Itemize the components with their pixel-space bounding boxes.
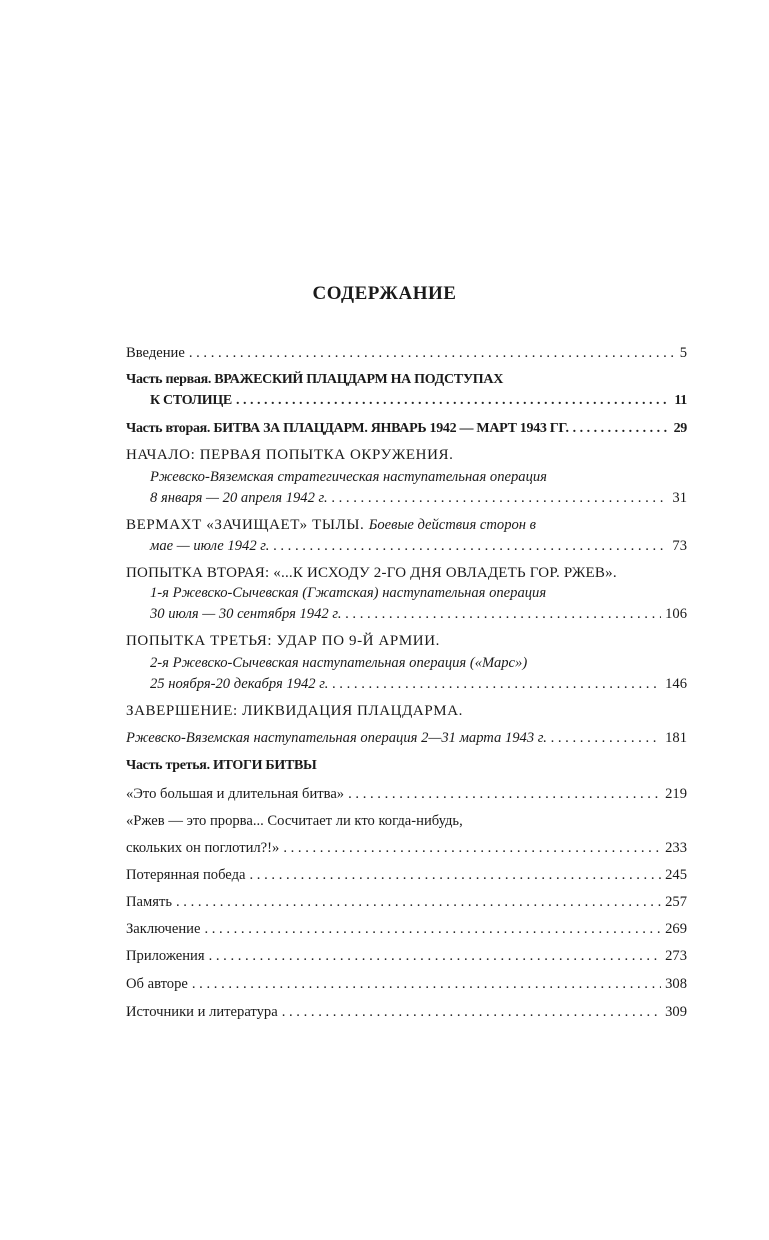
toc-entry-text: К СТОЛИЦЕ <box>150 393 232 408</box>
leader-dots <box>332 488 669 508</box>
toc-page-number: 219 <box>665 786 687 802</box>
toc-chapter-4-subtitle[interactable] <box>150 653 687 673</box>
toc-chapter-4-dates[interactable] <box>150 674 687 694</box>
toc-entry-text <box>126 515 536 535</box>
toc-entry-text: 8 января — 20 апреля 1942 г. <box>150 490 328 506</box>
toc-chapter-2-title[interactable] <box>126 515 687 535</box>
toc-chapter-5-title[interactable] <box>126 701 687 721</box>
toc-entry-about-author[interactable] <box>126 974 687 994</box>
leader-dots <box>332 674 661 694</box>
toc-chapter-1-title[interactable] <box>126 445 687 465</box>
toc-chapter-3-dates[interactable] <box>150 604 687 624</box>
toc-page-number: 181 <box>665 730 687 746</box>
toc-page-number: 233 <box>665 840 687 856</box>
toc-chapter-4-title[interactable] <box>126 631 687 651</box>
toc-entry-big-battle[interactable] <box>126 784 687 804</box>
leader-dots <box>346 604 662 624</box>
leader-dots <box>348 784 661 804</box>
toc-entry-text: Источники и литература <box>126 1004 278 1020</box>
toc-page-number: 273 <box>665 948 687 964</box>
toc-chapter-3-title[interactable] <box>126 563 687 583</box>
leader-dots <box>282 1002 661 1022</box>
toc-entry-text: 2-я Ржевско-Сычевская наступательная операция («Марс») <box>150 655 528 671</box>
toc-entry-text: Об авторе <box>126 976 188 992</box>
leader-dots <box>204 919 661 939</box>
toc-entry-text: 30 июля — 30 сентября 1942 г. <box>150 606 342 622</box>
toc-entry-text: 25 ноября-20 декабря 1942 г. <box>150 676 329 692</box>
toc-page-number: 11 <box>674 393 687 408</box>
toc-entry-text: Потерянная победа <box>126 867 246 883</box>
toc-entry-text: «Это большая и длительная битва» <box>126 786 345 802</box>
toc-entry-rzhev-abyss-line2[interactable] <box>126 838 687 858</box>
leader-dots <box>236 391 670 411</box>
toc-entry-text: мае — июле 1942 г. <box>150 538 270 554</box>
leader-dots <box>551 728 661 748</box>
toc-entry-appendix[interactable] <box>126 946 687 966</box>
leader-dots <box>189 343 676 363</box>
toc-chapter-5-subtitle[interactable] <box>126 728 687 748</box>
toc-entry-text: Часть первая. ВРАЖЕСКИЙ ПЛАЦДАРМ НА ПОДСТУПАХ <box>126 372 504 387</box>
toc-entry-conclusion[interactable] <box>126 919 687 939</box>
leader-dots <box>250 865 662 885</box>
leader-dots <box>573 419 670 439</box>
toc-entry-rzhev-abyss-line1[interactable] <box>126 811 687 831</box>
toc-chapter-3-subtitle[interactable] <box>150 583 687 603</box>
leader-dots <box>283 838 661 858</box>
toc-entry-lost-victory[interactable] <box>126 865 687 885</box>
toc-entry-text: Ржевско-Вяземская стратегическая наступательная операция <box>150 469 547 485</box>
toc-entry-part-one-line1[interactable] <box>126 370 687 390</box>
toc-page-number: 73 <box>672 538 687 554</box>
toc-entry-text: НАЧАЛО: ПЕРВАЯ ПОПЫТКА ОКРУЖЕНИЯ. <box>126 447 454 463</box>
toc-entry-text: Приложения <box>126 948 205 964</box>
toc-entry-text: Ржевско-Вяземская наступательная операция 2—31 марта 1943 г. <box>126 730 547 746</box>
toc-page-number: 31 <box>672 490 687 506</box>
toc-entry-text: Введение <box>126 345 185 361</box>
leader-dots <box>192 974 661 994</box>
toc-entry-text: Память <box>126 894 172 910</box>
toc-entry-text: скольких он поглотил?!» <box>126 840 280 856</box>
leader-dots <box>209 946 662 966</box>
page-title: СОДЕРЖАНИЕ <box>312 283 457 304</box>
toc-page-number: 308 <box>665 976 687 992</box>
toc-page-number: 146 <box>665 676 687 692</box>
toc-entry-part-three[interactable] <box>126 756 687 776</box>
toc-entry-caps: ВЕРМАХТ «ЗАЧИЩАЕТ» ТЫЛЫ. <box>126 517 365 533</box>
table-of-contents <box>126 0 687 1240</box>
toc-chapter-1-subtitle[interactable] <box>150 467 687 487</box>
toc-entry-text: «Ржев — это прорва... Сосчитает ли кто когда-нибудь, <box>126 813 463 829</box>
toc-entry-text: Заключение <box>126 921 201 937</box>
toc-entry-intro[interactable] <box>126 343 687 363</box>
toc-page-number: 257 <box>665 894 687 910</box>
toc-entry-text: 1-я Ржевско-Сычевская (Гжатская) наступательная операция <box>150 585 547 601</box>
toc-chapter-2-dates[interactable] <box>150 536 687 556</box>
leader-dots <box>176 892 661 912</box>
toc-entry-text: Часть третья. ИТОГИ БИТВЫ <box>126 758 317 773</box>
toc-page-number: 309 <box>665 1004 687 1020</box>
toc-entry-text: ЗАВЕРШЕНИЕ: ЛИКВИДАЦИЯ ПЛАЦДАРМА. <box>126 703 464 719</box>
toc-entry-memory[interactable] <box>126 892 687 912</box>
toc-page-number: 269 <box>665 921 687 937</box>
toc-entry-text: ПОПЫТКА ВТОРАЯ: «...К ИСХОДУ 2-ГО ДНЯ ОВЛАДЕТЬ ГОР. РЖЕВ». <box>126 565 617 581</box>
toc-entry-text: ПОПЫТКА ТРЕТЬЯ: УДАР ПО 9-Й АРМИИ. <box>126 633 440 649</box>
toc-entry-part-one-line2[interactable] <box>150 391 687 411</box>
toc-entry-part-two[interactable] <box>126 419 687 439</box>
toc-page-number: 106 <box>665 606 687 622</box>
toc-page-number: 29 <box>673 421 687 436</box>
toc-page-number: 5 <box>679 345 687 361</box>
leader-dots <box>273 536 668 556</box>
toc-page-number: 245 <box>665 867 687 883</box>
toc-entry-italic: Боевые действия сторон в <box>368 517 537 533</box>
toc-entry-text: Часть вторая. БИТВА ЗА ПЛАЦДАРМ. ЯНВАРЬ 1942 — МАРТ 1943 ГГ. <box>126 421 569 436</box>
toc-entry-sources[interactable] <box>126 1002 687 1022</box>
toc-chapter-1-dates[interactable] <box>150 488 687 508</box>
